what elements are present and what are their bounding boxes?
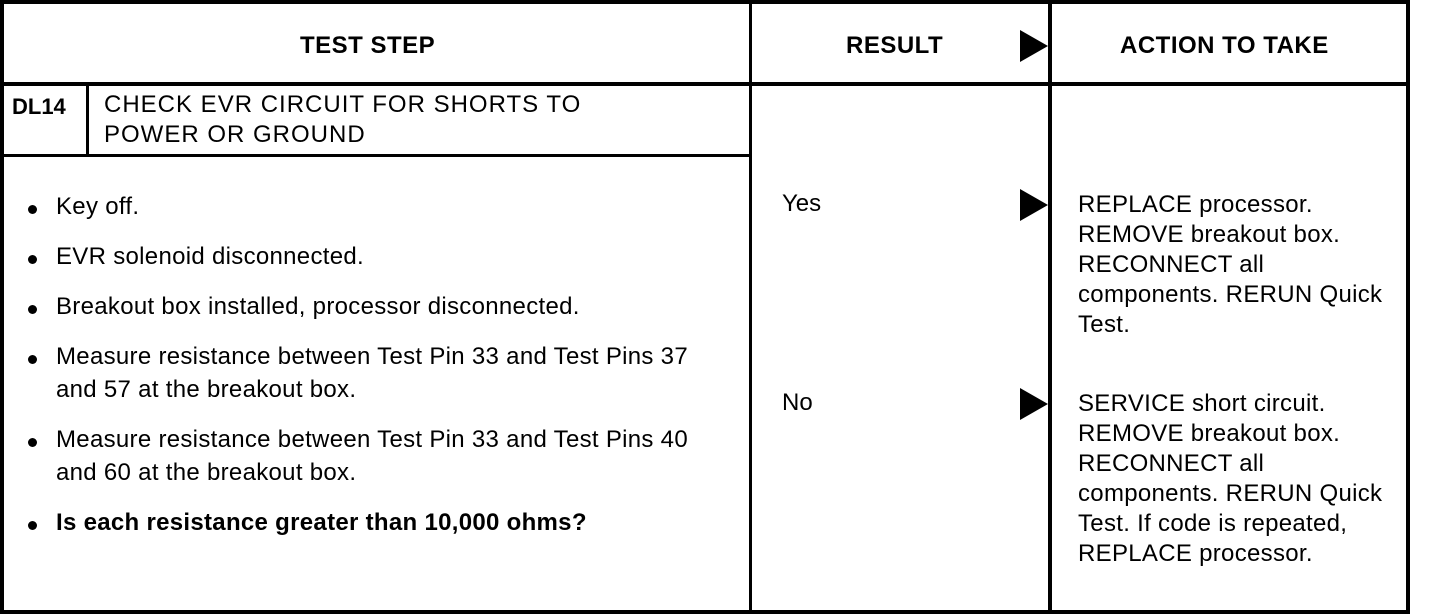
- header-arrow-icon: [1020, 30, 1048, 62]
- border-left: [0, 0, 4, 614]
- header-result: RESULT: [846, 32, 944, 59]
- bullet-text: Key off.: [56, 193, 140, 220]
- bullet-item: [28, 340, 728, 406]
- result-no-arrow-icon: [1020, 388, 1048, 420]
- bullet-item-question: [28, 506, 728, 539]
- bullet-item: [28, 190, 728, 223]
- bullet-text: Measure resistance between Test Pin 33 and Test Pins 40 and 60 at the breakout box.: [56, 426, 688, 486]
- bullet-item: [28, 240, 728, 273]
- action-no-text: SERVICE short circuit. REMOVE breakout box. RECONNECT all components. RERUN Quick Test. If code is repeated, REPLACE processor.: [1078, 390, 1383, 567]
- bullet-text: EVR solenoid disconnected.: [56, 243, 364, 270]
- bullet-icon: [28, 255, 37, 264]
- bullet-icon: [28, 355, 37, 364]
- result-yes-label: Yes: [782, 190, 822, 217]
- test-step-bullets: [28, 190, 728, 556]
- divider-result-action: [1048, 0, 1052, 614]
- step-title-rule: [0, 154, 752, 157]
- bullet-item: [28, 290, 728, 323]
- bullet-text: Measure resistance between Test Pin 33 and Test Pins 37 and 57 at the breakout box.: [56, 343, 688, 403]
- bullet-icon: [28, 438, 37, 447]
- step-title: CHECK EVR CIRCUIT FOR SHORTS TO POWER OR GROUND: [104, 91, 582, 148]
- result-yes-arrow-icon: [1020, 189, 1048, 221]
- step-code: DL14: [12, 94, 66, 119]
- action-yes-text: REPLACE processor. REMOVE breakout box. RECONNECT all components. RERUN Quick Test.: [1078, 191, 1383, 338]
- border-top: [0, 0, 1410, 4]
- divider-test-result: [749, 0, 752, 614]
- header-action: ACTION TO TAKE: [1120, 32, 1329, 59]
- bullet-icon: [28, 521, 37, 530]
- border-right: [1406, 0, 1410, 614]
- step-code-divider: [86, 84, 89, 156]
- bullet-text: Is each resistance greater than 10,000 ohms?: [56, 509, 587, 536]
- result-no-label: No: [782, 389, 813, 416]
- bullet-icon: [28, 205, 37, 214]
- border-bottom: [0, 610, 1410, 614]
- header-test-step: TEST STEP: [300, 32, 436, 59]
- bullet-item: [28, 423, 728, 489]
- bullet-text: Breakout box installed, processor disconnected.: [56, 293, 580, 320]
- bullet-icon: [28, 305, 37, 314]
- header-rule: [0, 82, 1410, 86]
